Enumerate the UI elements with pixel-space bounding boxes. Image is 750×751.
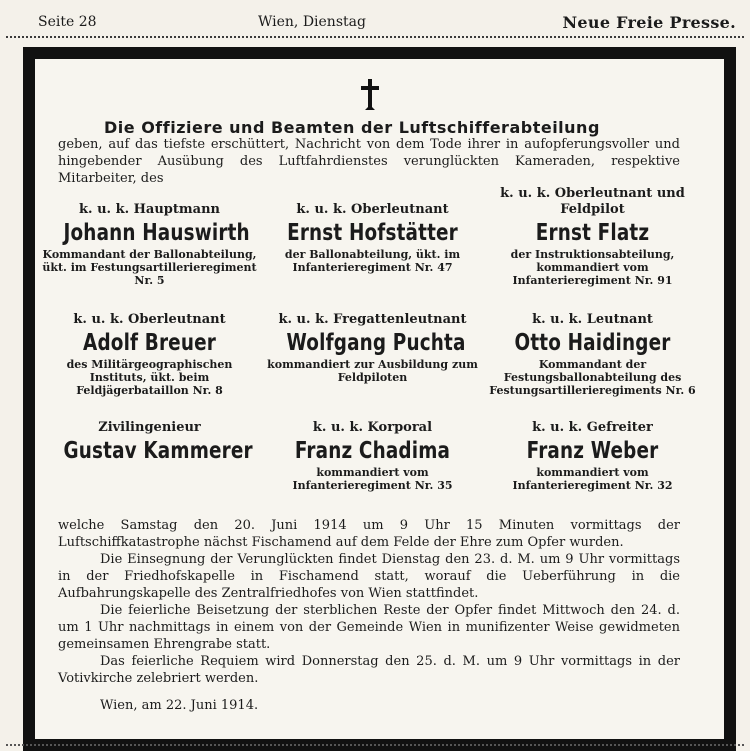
person-rank: k. u. k. Korporal — [312, 420, 433, 435]
notice-body — [58, 517, 680, 714]
person-name: Franz Chadima — [294, 438, 451, 464]
person-card — [485, 312, 700, 397]
person-card — [485, 186, 700, 287]
person-card — [42, 420, 257, 466]
person-name: Adolf Breuer — [83, 330, 216, 356]
person-desc: der Instruktionsabteilung, kommandiert vom Infanterieregiment Nr. 91 — [510, 248, 675, 287]
cross-icon — [358, 78, 382, 112]
notice-title: Die Offiziere und Beamten der Luftschifferabteilung — [104, 118, 600, 137]
person-rank: k. u. k. Leutnant — [532, 312, 653, 327]
person-name: Otto Haidinger — [514, 330, 671, 356]
person-card — [42, 202, 257, 287]
person-card — [265, 420, 480, 492]
person-desc: kommandiert vom Infanterieregiment Nr. 35 — [292, 466, 453, 492]
newspaper-title: Neue Freie Presse. — [562, 13, 736, 32]
person-desc: kommandiert zur Ausbildung zum Feldpiloten — [267, 358, 478, 384]
person-desc: Kommandant der Ballonabteilung, ükt. im Festungsartillerieregiment Nr. 5 — [42, 248, 257, 287]
person-card — [485, 420, 700, 492]
person-name: Franz Weber — [526, 438, 659, 464]
person-card — [42, 312, 257, 397]
paragraph-burial: Die feierliche Beisetzung der sterblichen Reste der Opfer findet Mittwoch den 24. d. um 1 Uhr nachmittags in einem von der Gemeinde Wien in munifizenter Weise gewidmeten gemeinsamen Ehrengrabe statt. — [58, 603, 680, 652]
person-name: Johann Hauswirth — [63, 220, 250, 246]
paragraph-consecration: Die Einsegnung der Verunglückten findet Dienstag den 23. d. M. um 9 Uhr vormittags in der Friedhofskapelle in Fischamend statt, worauf die Ueberführung in die Aufbahrungskapelle des Zentralfriedhofes von Wien stattfindet. — [58, 552, 680, 601]
paragraph-requiem: Das feierliche Requiem wird Donnerstag den 25. d. M. um 9 Uhr vormittags in der Votivkirche zelebriert werden. — [58, 654, 680, 686]
footer-rule — [6, 744, 744, 746]
person-name: Wolfgang Puchta — [286, 330, 466, 356]
paragraph-accident: welche Samstag den 20. Juni 1914 um 9 Uhr 15 Minuten vormittags der Luftschiffkatastrophe nächst Fischamend auf dem Felde der Ehre zum Opfer wurden. — [58, 518, 680, 550]
person-rank: Zivilingenieur — [98, 420, 201, 435]
person-rank: k. u. k. Fregattenleutnant — [278, 312, 467, 327]
notice-intro: geben, auf das tiefste erschüttert, Nachricht von dem Tode ihrer in aufopferungsvoller und hingebender Ausübung des Luftfahrdienstes verunglückten Kameraden, respektive Mitarbeiter, des — [58, 137, 680, 186]
person-rank: k. u. k. Oberleutnant — [296, 202, 449, 217]
person-rank: k. u. k. Hauptmann — [79, 202, 220, 217]
person-desc: des Militärgeographischen Instituts, ükt. beim Feldjägerbataillon Nr. 8 — [66, 358, 233, 397]
person-desc: der Ballonabteilung, ükt. im Infanterieregiment Nr. 47 — [284, 248, 461, 274]
person-name: Ernst Hofstätter — [287, 220, 458, 246]
person-name: Gustav Kammerer — [63, 438, 253, 464]
person-card — [265, 312, 480, 384]
person-rank: k. u. k. Gefreiter — [532, 420, 653, 435]
person-desc: kommandiert vom Infanterieregiment Nr. 32 — [512, 466, 673, 492]
person-desc: Kommandant der Festungsballonabteilung des Festungsartillerieregiments Nr. 6 — [489, 358, 696, 397]
person-name: Ernst Flatz — [535, 220, 650, 246]
place-date: Wien, am 22. Juni 1914. — [100, 698, 259, 713]
location-day: Wien, Dienstag — [258, 14, 366, 30]
person-rank: k. u. k. Oberleutnant und Feldpilot — [500, 186, 685, 217]
person-rank: k. u. k. Oberleutnant — [73, 312, 226, 327]
header-rule — [6, 36, 744, 38]
page-header — [0, 0, 750, 34]
person-card — [265, 202, 480, 274]
page-number: Seite 28 — [38, 14, 97, 30]
